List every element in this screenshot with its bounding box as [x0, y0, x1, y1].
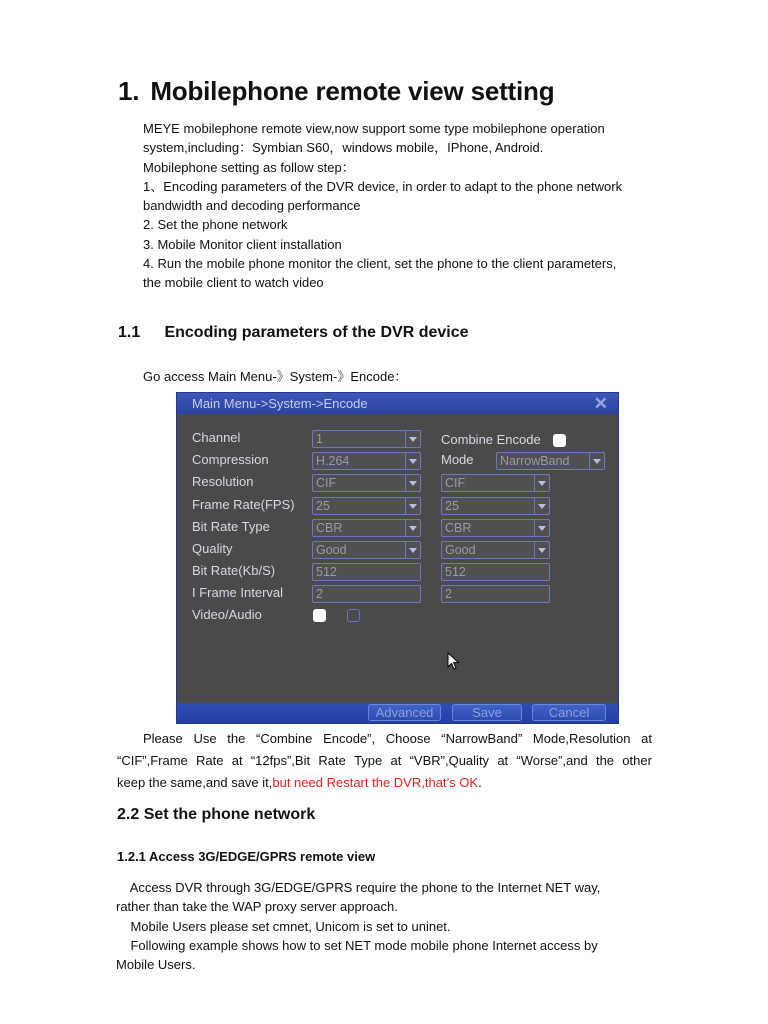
chevron-down-icon [534, 520, 549, 536]
mode-value: NarrowBand [500, 454, 570, 468]
word: “Worse”,and [516, 752, 588, 768]
word: Mode,Resolution [532, 731, 631, 746]
chevron-down-icon [405, 542, 420, 558]
word: “NarrowBand” [441, 731, 523, 746]
extra-quality-value: Good [445, 543, 476, 557]
word: at [231, 752, 243, 768]
extra-frame-rate-select[interactable] [441, 497, 550, 515]
section-number: 1.1 [118, 324, 141, 341]
access-path-text: Go access Main Menu-》System-》Encode： [143, 369, 408, 384]
resolution-value: CIF [316, 476, 337, 490]
mode-select[interactable] [496, 452, 605, 470]
extra-bit-rate-type-select[interactable] [441, 519, 550, 537]
network-paragraph [116, 878, 636, 974]
label-frame-rate: Frame Rate(FPS) [192, 497, 295, 512]
label-channel: Channel [192, 430, 241, 445]
word: “Combine [256, 731, 313, 746]
instruction-line-3 [117, 772, 652, 794]
section-title: Mobilephone remote view setting [150, 76, 555, 106]
chevron-down-icon [534, 542, 549, 558]
chevron-down-icon [405, 498, 420, 514]
instruction-paragraph [117, 728, 652, 793]
resolution-select[interactable] [312, 474, 421, 492]
dvr-encode-dialog [176, 392, 619, 724]
word: at [390, 752, 402, 768]
word: the [227, 731, 246, 746]
intro-line: Mobilephone setting as follow step： [143, 159, 355, 175]
frame-rate-value: 25 [316, 499, 330, 513]
intro-line: 4. Run the mobile phone monitor the client, set the phone to the client parameters, [143, 256, 617, 272]
label-video-audio: Video/Audio [192, 607, 262, 622]
bit-rate-input[interactable] [312, 563, 421, 581]
body-line: Following example shows how to set NET mode mobile phone Internet access by [116, 937, 598, 953]
section-heading-1-1 [118, 324, 469, 342]
channel-select[interactable] [312, 430, 421, 448]
label-quality: Quality [192, 541, 233, 556]
quality-select[interactable] [312, 541, 421, 559]
extra-resolution-value: CIF [445, 476, 466, 490]
chevron-down-icon [534, 475, 549, 491]
extra-iframe-interval-value: 2 [445, 587, 452, 601]
intro-line: 3. Mobile Monitor client installation [143, 236, 342, 252]
section-heading-2-2: 2.2 Set the phone network [117, 806, 316, 823]
body-line: Mobile Users please set cmnet, Unicom is set to uninet. [116, 918, 451, 934]
intro-line: 1、Encoding parameters of the DVR device, in order to adapt to the phone network [143, 178, 623, 194]
word: Use [193, 731, 217, 746]
save-button[interactable]: Save [452, 704, 522, 721]
iframe-interval-input[interactable] [312, 585, 421, 603]
word: “12fps”,Bit [250, 752, 311, 768]
section-title: Encoding parameters of the DVR device [164, 324, 469, 341]
intro-line: the mobile client to watch video [143, 275, 324, 291]
cancel-button[interactable]: Cancel [532, 704, 606, 721]
word: Type [354, 752, 383, 768]
extra-bit-rate-value: 512 [445, 565, 466, 579]
page-title [118, 76, 554, 107]
body-line: Mobile Users. [116, 957, 196, 973]
audio-checkbox[interactable] [347, 609, 360, 622]
quality-value: Good [316, 543, 347, 557]
body-line: Access DVR through 3G/EDGE/GPRS require the phone to the Internet NET way, [116, 880, 601, 895]
word: “VBR”,Quality [409, 752, 490, 768]
word: the [595, 752, 615, 768]
word: Please [143, 731, 183, 746]
bit-rate-type-select[interactable] [312, 519, 421, 537]
dialog-title-bar [177, 393, 618, 414]
chevron-down-icon [405, 520, 420, 536]
label-combine-encode: Combine Encode [441, 432, 541, 447]
extra-frame-rate-value: 25 [445, 499, 459, 513]
frame-rate-select[interactable] [312, 497, 421, 515]
dialog-title: Main Menu->System->Encode [192, 396, 368, 411]
close-icon[interactable]: ✕ [593, 394, 608, 413]
iframe-interval-value: 2 [316, 587, 323, 601]
word: at [641, 731, 652, 746]
label-iframe-interval: I Frame Interval [192, 585, 284, 600]
label-bit-rate-type: Bit Rate Type [192, 519, 270, 534]
label-compression: Compression [192, 452, 269, 467]
label-bit-rate: Bit Rate(Kb/S) [192, 563, 276, 578]
instruction-text: keep the same,and save it, [117, 774, 273, 790]
chevron-down-icon [405, 431, 420, 447]
intro-paragraph [143, 119, 663, 293]
intro-line: bandwidth and decoding performance [143, 198, 361, 214]
word: Choose [385, 731, 431, 746]
intro-line: system,including：Symbian S60，windows mobile，IPhone, Android. [143, 140, 544, 156]
extra-quality-select[interactable] [441, 541, 550, 559]
compression-select[interactable] [312, 452, 421, 470]
instruction-line-2 [117, 750, 652, 772]
chevron-down-icon [534, 498, 549, 514]
chevron-down-icon [405, 453, 420, 469]
bit-rate-type-value: CBR [316, 521, 343, 535]
advanced-button[interactable]: Advanced [368, 704, 441, 721]
combine-encode-checkbox[interactable] [553, 434, 566, 447]
word: at [497, 752, 509, 768]
word: other [622, 752, 652, 768]
restart-warning: but need Restart the DVR,that’s OK [272, 774, 479, 790]
intro-line: MEYE mobilephone remote view,now support some type mobilephone operation [143, 121, 605, 136]
intro-line: 2. Set the phone network [143, 217, 288, 233]
extra-bit-rate-type-value: CBR [445, 521, 472, 535]
video-checkbox[interactable] [313, 609, 326, 622]
channel-value: 1 [316, 432, 323, 446]
instruction-text: . [478, 774, 482, 790]
extra-iframe-interval-input[interactable] [441, 585, 550, 603]
word: Encode”, [323, 731, 376, 746]
compression-value: H.264 [316, 454, 350, 468]
bit-rate-value: 512 [316, 565, 337, 579]
label-mode: Mode [441, 452, 474, 467]
instruction-line-1 [117, 728, 652, 750]
word: Rate [318, 752, 346, 768]
extra-resolution-select[interactable] [441, 474, 550, 492]
mouse-cursor-icon [447, 652, 461, 672]
word: “CIF”,Frame [117, 752, 188, 768]
chevron-down-icon [405, 475, 420, 491]
body-line: rather than take the WAP proxy server approach. [116, 899, 398, 915]
chevron-down-icon [589, 453, 604, 469]
section-number: 1. [118, 76, 140, 106]
word: Rate [196, 752, 224, 768]
section-heading-1-2-1: 1.2.1 Access 3G/EDGE/GPRS remote view [117, 849, 376, 864]
label-resolution: Resolution [192, 474, 254, 489]
extra-bit-rate-input[interactable] [441, 563, 550, 581]
